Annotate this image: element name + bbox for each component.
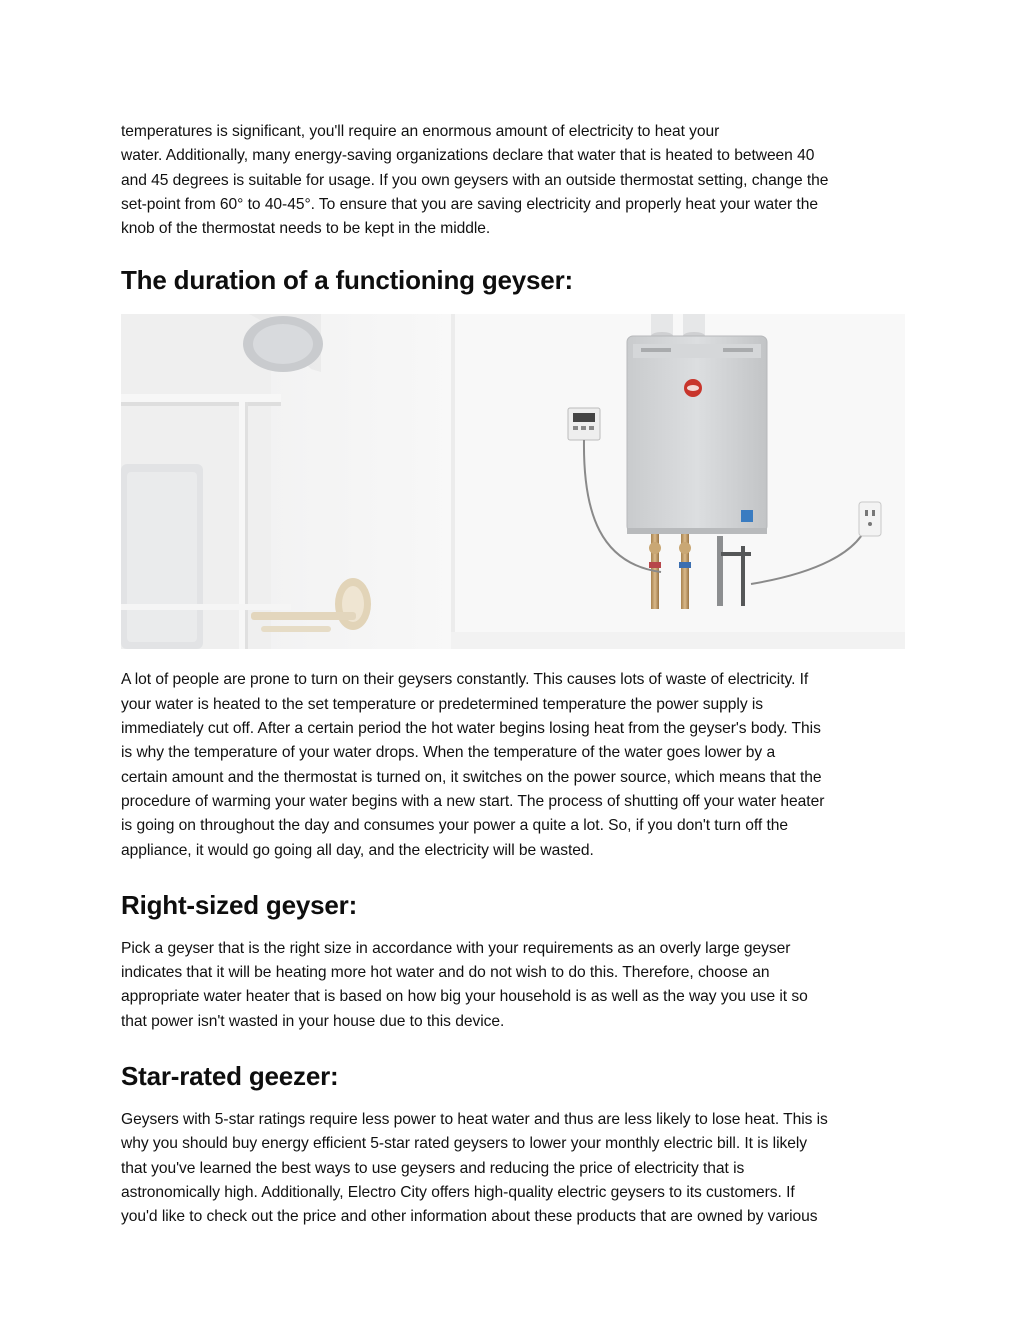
duration-paragraph xyxy=(121,668,905,862)
star-rated-paragraph xyxy=(121,1108,905,1229)
duration-line: A lot of people are prone to turn on their geysers constantly. This causes lots of waste of electricity. If xyxy=(121,671,809,689)
duration-line: is going on throughout the day and consumes your power a quite a lot. So, if you don't turn off the xyxy=(121,817,788,835)
right-sized-line: Pick a geyser that is the right size in accordance with your requirements as an overly large geyser xyxy=(121,939,791,957)
duration-line: certain amount and the thermostat is turned on, it switches on the power source, which means that the xyxy=(121,768,822,786)
star-rated-line: you'd like to check out the price and other information about these products that are owned by various xyxy=(121,1208,818,1226)
document-page xyxy=(121,120,905,1230)
right-sized-line: that power isn't wasted in your house due to this device. xyxy=(121,1012,505,1030)
duration-line: immediately cut off. After a certain period the hot water begins losing heat from the geyser's body. This xyxy=(121,720,821,738)
water-heater-illustration xyxy=(121,314,905,649)
duration-line: is why the temperature of your water drops. When the temperature of the water goes lower by a xyxy=(121,744,776,762)
duration-line: procedure of warming your water begins with a new start. The process of shutting off your water heater xyxy=(121,792,825,810)
star-rated-heading: Star-rated geezer: xyxy=(121,1061,339,1092)
right-sized-heading: Right-sized geyser: xyxy=(121,889,358,920)
star-rated-line: why you should buy energy efficient 5-star rated geysers to lower your monthly electric bill. It is likely xyxy=(121,1135,808,1153)
right-sized-paragraph xyxy=(121,937,905,1034)
intro-line: and 45 degrees is suitable for usage. If you own geysers with an outside thermostat setting, change the xyxy=(121,171,829,189)
duration-heading: The duration of a functioning geyser: xyxy=(121,265,573,296)
intro-paragraph xyxy=(121,120,905,241)
duration-line: your water is heated to the set temperature or predetermined temperature the power supply is xyxy=(121,695,764,713)
star-rated-line: that you've learned the best ways to use geysers and reducing the price of electricity that is xyxy=(121,1159,745,1177)
intro-line: water. Additionally, many energy-saving organizations declare that water that is heated to between 40 xyxy=(121,147,815,165)
right-sized-line: appropriate water heater that is based on how big your household is as well as the way you use it so xyxy=(121,988,808,1006)
intro-line: knob of the thermostat needs to be kept in the middle. xyxy=(121,220,491,238)
star-rated-line: Geysers with 5-star ratings require less power to heat water and thus are less likely to lose heat. This is xyxy=(121,1111,828,1129)
intro-line: temperatures is significant, you'll require an enormous amount of electricity to heat your xyxy=(121,123,720,140)
duration-line: appliance, it would go going all day, and the electricity will be wasted. xyxy=(121,841,594,859)
star-rated-line: astronomically high. Additionally, Electro City offers high-quality electric geysers to its customers. If xyxy=(121,1183,795,1201)
water-heater-photo xyxy=(121,314,905,649)
right-sized-line: indicates that it will be heating more hot water and do not wish to do this. Therefore, choose an xyxy=(121,964,770,982)
intro-line: set-point from 60° to 40-45°. To ensure that you are saving electricity and properly heat your water the xyxy=(121,195,818,213)
